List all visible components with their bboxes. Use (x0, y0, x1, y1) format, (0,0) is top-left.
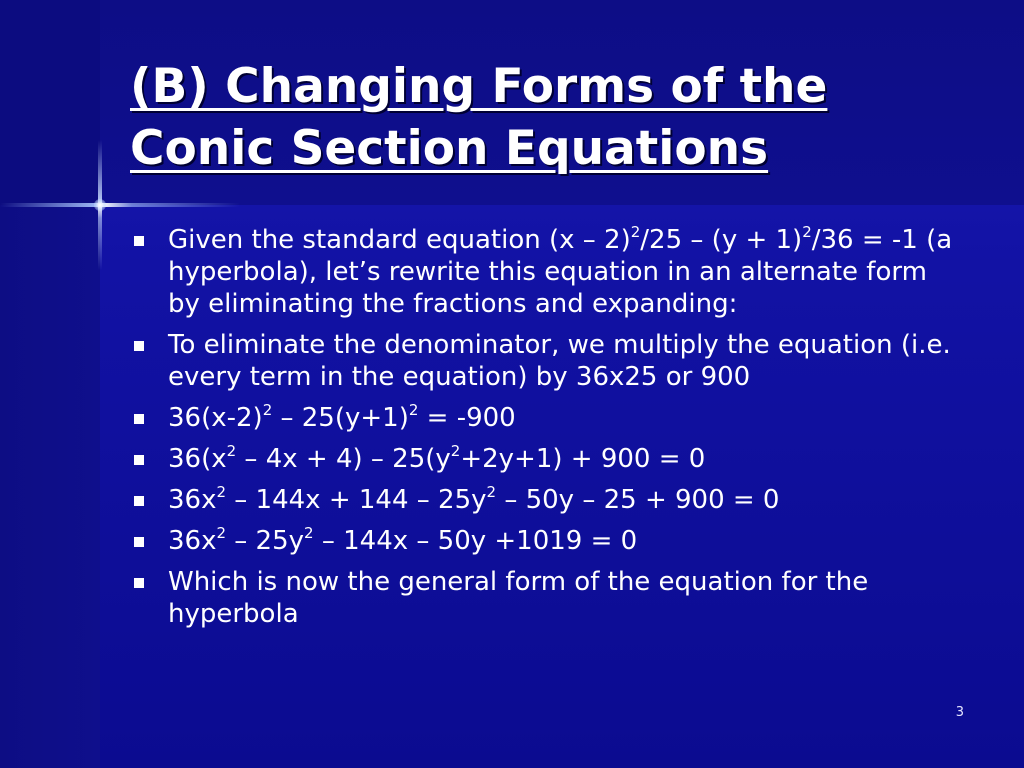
bullet-item (130, 566, 960, 630)
bullet-item (130, 484, 960, 516)
superscript: 2 (262, 401, 273, 419)
text-segment: – 144x – 50y +1019 = 0 (313, 526, 638, 556)
superscript: 2 (450, 442, 461, 460)
bullet-text (168, 485, 779, 515)
text-segment: 36x (168, 485, 217, 515)
text-segment: /36 = -1 (a hyperbola), let’s rewrite this equation in an alternate form by eliminating the fractions and expanding: (168, 225, 953, 319)
bullet-list (130, 224, 960, 639)
bullet-item (130, 224, 960, 320)
text-segment: – 4x + 4) – 25(y (236, 444, 451, 474)
bullet-item (130, 402, 960, 434)
slide-number: 3 (955, 705, 964, 720)
square-bullet-icon (134, 414, 144, 424)
text-segment: = -900 (418, 403, 516, 433)
superscript: 2 (304, 524, 314, 542)
slide-title-line-2: Conic Section Equations (130, 121, 769, 176)
square-bullet-icon (134, 537, 144, 547)
text-segment: – 50y – 25 + 900 = 0 (496, 485, 780, 515)
superscript: 2 (486, 483, 497, 501)
superscript: 2 (216, 483, 227, 501)
slide-title-line-1: (B) Changing Forms of the (130, 59, 828, 114)
slide-title (130, 56, 990, 180)
text-segment: – 25y (226, 526, 305, 556)
text-segment: Given the standard equation (x – 2) (168, 225, 631, 255)
superscript: 2 (226, 442, 237, 460)
text-segment: Which is now the general form of the equation for the hyperbola (168, 567, 869, 629)
light-flare (94, 199, 106, 211)
square-bullet-icon (134, 341, 144, 351)
bullet-item (130, 443, 960, 475)
bullet-text (168, 225, 952, 319)
square-bullet-icon (134, 236, 144, 246)
bullet-text (168, 330, 951, 392)
superscript: 2 (802, 223, 812, 241)
square-bullet-icon (134, 578, 144, 588)
superscript: 2 (216, 524, 227, 542)
superscript: 2 (630, 223, 641, 241)
bullet-item (130, 525, 960, 557)
bullet-text (168, 526, 637, 556)
bullet-text (168, 444, 705, 474)
square-bullet-icon (134, 496, 144, 506)
text-segment: – 25(y+1) (272, 403, 409, 433)
bullet-item (130, 329, 960, 393)
text-segment: 36x (168, 526, 217, 556)
text-segment: /25 – (y + 1) (640, 225, 803, 255)
bullet-text (168, 567, 868, 629)
bullet-text (168, 403, 516, 433)
text-segment: 36(x-2) (168, 403, 263, 433)
text-segment: – 144x + 144 – 25y (226, 485, 487, 515)
text-segment: To eliminate the denominator, we multiply the equation (i.e. every term in the equation) by 36x25 or 900 (168, 330, 951, 392)
horizontal-light-streak (0, 203, 240, 207)
square-bullet-icon (134, 455, 144, 465)
superscript: 2 (408, 401, 419, 419)
text-segment: 36(x (168, 444, 227, 474)
text-segment: +2y+1) + 900 = 0 (460, 444, 706, 474)
corner-decorative-band (0, 0, 100, 205)
